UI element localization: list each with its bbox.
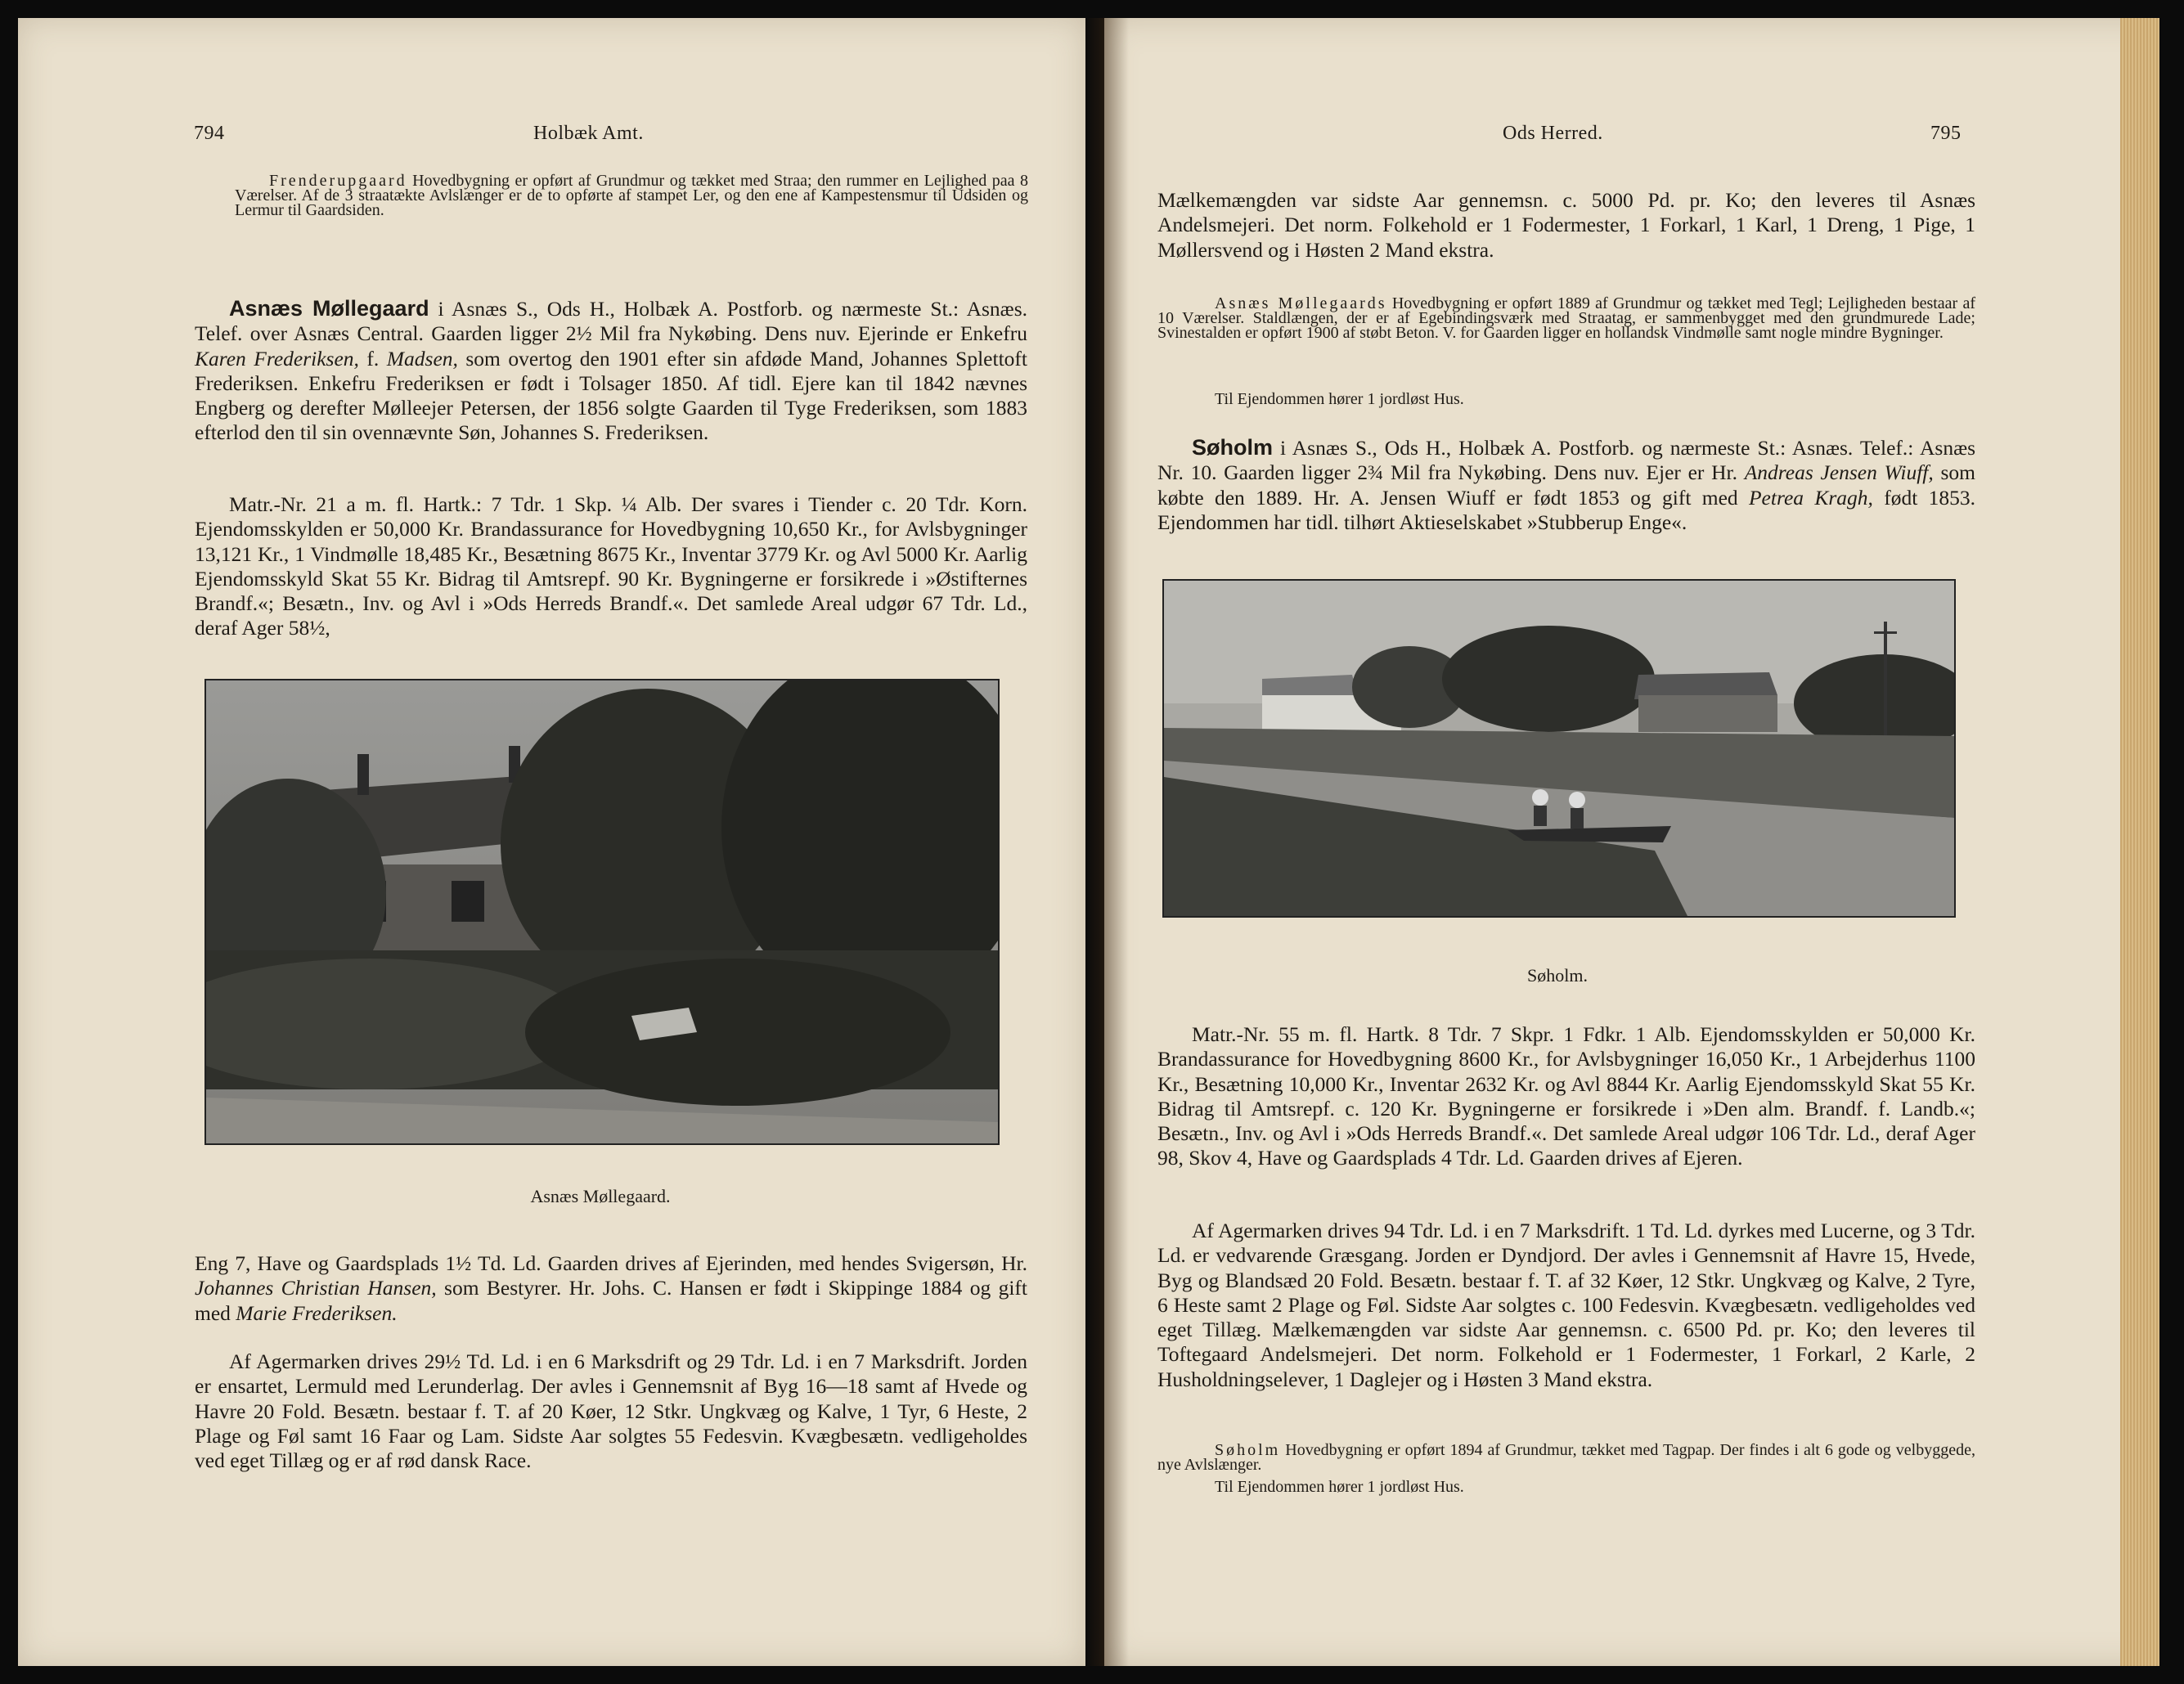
entry-paragraph-3: Af Agermarken drives 94 Tdr. Ld. i en 7 Marksdrift. 1 Td. Ld. dyrkes med Lucerne, og 3 Tdr. Ld. er vedvarende Græsgang. Jorden er Dyndjord. Der avles i Gennemsnit af Havre 15, Hvede, Byg og Blandsæd 20 Fold. Besætn. bestaar f. T. af 32 Køer, 12 Stkr. Ungkvæg og Kalve, 2 Tyre, 6 Heste samt 2 Plage og Føl. Sidste Aar solgtes c. 100 Fedesvin. Kvægbesætn. vedligeholdes ved eget Tillæg. Mælkemængden var sidste Aar gennemsn. c. 6500 Pd. pr. Ko; den leveres til Toftegaard Andelsmejeri. Det norm. Folkehold er 1 Fodermester, 1 Forkarl, 2 Karle, 2 Husholdningselever, 1 Daglejer og i Høsten 3 Mand ekstra.	[1157, 1219, 1975, 1391]
small-paragraph-2-tail: Til Ejendommen hører 1 jordløst Hus.	[1215, 1478, 1464, 1496]
entry-paragraph-2: Matr.-Nr. 21 a m. fl. Hartk.: 7 Tdr. 1 Skp. ¼ Alb. Der svares i Tiender c. 20 Tdr. Korn. Ejendomsskylden er 50,000 Kr. Brandassurance for Hovedbygning 10,650 Kr., for Avlsbygninger 13,121 Kr., 1 Vindmølle 18,485 Kr., Besætning 8675 Kr., Inventar 3779 Kr. og Avl 5000 Kr. Aarlig Ejendomsskyld Skat 55 Kr. Bidrag til Amtsrepf. 90 Kr. Bygningerne er forsikrede i »Østifternes Brandf.«; Besætn., Inv. og Avl i »Ods Herreds Brandf.«. Det samlede Areal udgør 67 Tdr. Ld., deraf Ager 58½,	[195, 492, 1027, 640]
entry-paragraph-1: Asnæs Møllegaard i Asnæs S., Ods H., Holbæk A. Postforb. og nærmeste St.: Asnæs. Telef. over Asnæs Central. Gaarden ligger 2½ Mil fra Nykøbing. Dens nuv. Ejerinde er Enkefru Karen Frederiksen, f. Madsen, som overtog den 1901 efter sin afdøde Mand, Johannes Splettoft Frederiksen. Enkefru Frederiksen er født i Tolsager 1850. Af tidl. Ejere kan til 1842 nævnes Engberg og derefter Mølleejer Petersen, der 1856 solgte Gaarden til Tyge Frederiksen, som 1883 efterlod den til sin ovennævnte Søn, Johannes S. Frederiksen.	[195, 296, 1028, 445]
running-head: Holbæk Amt.	[533, 123, 644, 144]
small-paragraph-2: Søholm Hovedbygning er opført 1894 af Grundmur, tækket med Tagpap. Der findes i alt 6 gode og velbyggede, nye Avlslænger.	[1157, 1441, 1975, 1474]
photo-caption: Søholm.	[1527, 965, 1588, 986]
intro-text: Hovedbygning er opført af Grundmur og tækket med Straa; den rummer en Lejlighed paa 8 Værelser. Af de 3 straatækte Avlslænger er de to opførte af stampet Ler, og den ene af Kampestensmur til Udsiden og Lermur til Gaardsiden.	[235, 172, 1028, 219]
intro-label: Frenderupgaard	[269, 172, 407, 190]
spine-shadow	[1085, 18, 1105, 1666]
right-page	[1104, 18, 2159, 1666]
entry-paragraph-4: Af Agermarken drives 29½ Td. Ld. i en 6 Marksdrift og 29 Tdr. Ld. i en 7 Marksdrift. Jorden er ensartet, Lermuld med Lerunderlag. Der avles i Gennemsnit af Byg 16—18 samt af Hvede og Havre 20 Fold. Besætn. bestaar f. T. af 20 Køer, 12 Stkr. Ungkvæg og Kalve, 1 Tyr, 6 Heste, 2 Plage og Føl samt 16 Faar og Lam. Sidste Aar solgtes 55 Fedesvin. Kvægbesætn. vedligeholdes ved eget Tillæg og er af rød dansk Race.	[195, 1349, 1027, 1473]
photo-caption: Asnæs Møllegaard.	[530, 1186, 671, 1206]
page-number: 794	[194, 123, 225, 144]
running-head: Ods Herred.	[1503, 123, 1603, 144]
small-paragraph-1: Asnæs Møllegaards Hovedbygning er opført 1889 af Grundmur og tækket med Tegl; Lejligheden bestaar af 10 Værelser. Staldlængen, der er af Egebindingsværk med Straatag, er sammenbygget med den grundmurede Lade; Svinestalden er opført 1900 af støbt Beton. V. for Gaarden ligger en hollandsk Vindmølle samt nogle mindre Bygninger.	[1157, 294, 1976, 342]
small-paragraph-1-tail: Til Ejendommen hører 1 jordløst Hus.	[1215, 390, 1464, 408]
photo-soholm	[1162, 579, 1956, 918]
page-number: 795	[1930, 123, 1962, 144]
page-edge	[2120, 18, 2159, 1666]
photo-asnaes-mollegaard	[204, 679, 1000, 1145]
intro-small-paragraph	[235, 173, 1028, 218]
continued-paragraph: Mælkemængden var sidste Aar gennemsn. c. 5000 Pd. pr. Ko; den leveres til Asnæs Andelsmejeri. Det norm. Folkehold er 1 Fodermester, 1 Forkarl, 1 Karl, 1 Dreng, 1 Pige, 1 Møllersvend og i Høsten 2 Mand ekstra.	[1157, 188, 1975, 262]
spine-shadow	[1104, 18, 1129, 1666]
entry-paragraph-1: Søholm i Asnæs S., Ods H., Holbæk A. Postforb. og nærmeste St.: Asnæs. Telef.: Asnæs Nr. 10. Gaarden ligger 2¾ Mil fra Nykøbing. Dens nuv. Ejer er Hr. Andreas Jensen Wiuff, som købte den 1889. Hr. A. Jensen Wiuff er født 1853 og gift med Petrea Kragh, født 1853. Ejendommen har tidl. tilhørt Aktieselskabet »Stubberup Enge«.	[1157, 435, 1976, 534]
entry-name: Asnæs Møllegaard	[229, 296, 429, 321]
entry-name: Søholm	[1192, 435, 1273, 460]
left-page	[18, 18, 1085, 1666]
entry-paragraph-3: Eng 7, Have og Gaardsplads 1½ Td. Ld. Gaarden drives af Ejerinden, med hendes Svigersøn, Hr. Johannes Christian Hansen, som Bestyrer. Hr. Johs. C. Hansen er født i Skippinge 1884 og gift med Marie Frederiksen.	[195, 1251, 1028, 1325]
entry-paragraph-2: Matr.-Nr. 55 m. fl. Hartk. 8 Tdr. 7 Skpr. 1 Fdkr. 1 Alb. Ejendomsskylden er 50,000 Kr. Brandassurance for Hovedbygning 8600 Kr., for Avlsbygninger 16,050 Kr., 1 Arbejderhus 1100 Kr., Besætning 10,000 Kr., Inventar 2632 Kr. og Avl 8844 Kr. Aarlig Ejendomsskyld Skat 55 Kr. Bidrag til Amtsrepf. c. 120 Kr. Bygningerne er forsikrede i »Den alm. Brandf. f. Landb.«; Besætn., Inv. og Avl i »Ods Herreds Brandf.«. Det samlede Areal udgør 106 Tdr. Ld., deraf Ager 98, Skov 4, Have og Gaardsplads 4 Tdr. Ld. Gaarden drives af Ejeren.	[1157, 1022, 1975, 1170]
